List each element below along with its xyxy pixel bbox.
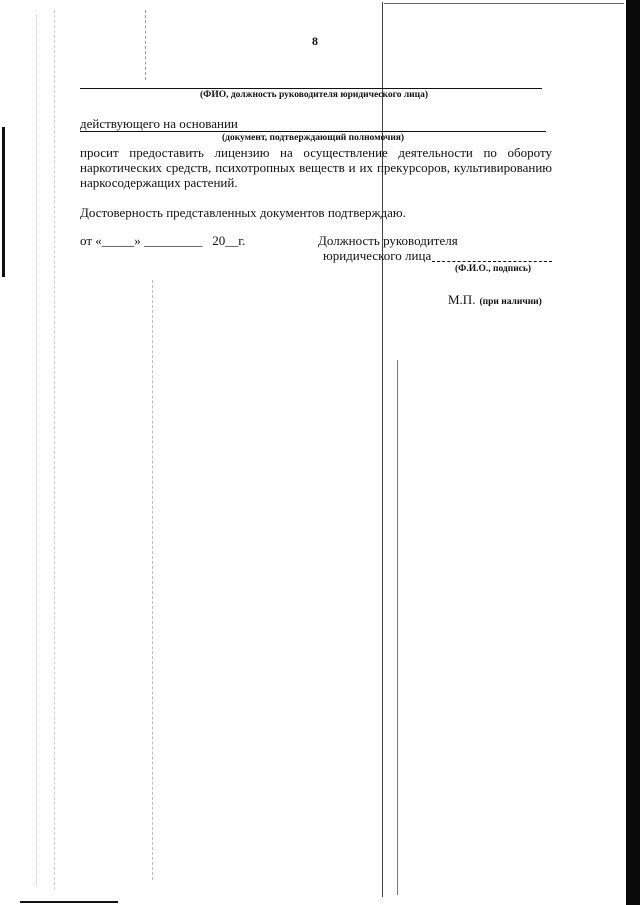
scan-noise-line: [36, 15, 38, 885]
scan-noise-line: [54, 10, 56, 890]
scan-bottom-mark: [20, 901, 118, 903]
basis-caption: (документ, подтверждающий полномочия): [222, 133, 405, 143]
request-line-1: просит предоставить лицензию на осуществление деятельности по обороту: [80, 145, 552, 160]
seal-label: М.П.: [448, 292, 476, 307]
signature-underline: [432, 261, 552, 263]
seal-note: (при наличии): [479, 297, 542, 307]
scan-fold-line-2: [397, 360, 398, 895]
request-line-2: наркотических средств, психотропных веществ и их прекурсоров, культивированию: [80, 160, 552, 175]
scan-noise-line: [152, 280, 154, 880]
signature-caption: (Ф.И.О., подпись): [455, 264, 532, 274]
basis-underline: [80, 131, 546, 132]
date-line: от «_____» _________ 20__г.: [80, 233, 246, 248]
page-number: 8: [312, 34, 318, 48]
signer-title-line-2: юридического лица: [323, 248, 432, 263]
scan-left-mark: [2, 127, 5, 277]
scan-edge-shadow: [626, 0, 640, 905]
fio-caption: (ФИО, должность руководителя юридического лица): [200, 90, 429, 100]
seal-block: [448, 291, 542, 309]
scan-top-line: [384, 3, 624, 4]
acting-basis-label: действующего на основании: [80, 116, 238, 131]
request-line-3: наркосодержащих растений.: [80, 175, 238, 190]
confirmation-text: Достоверность представленных документов подтверждаю.: [80, 205, 406, 220]
scan-noise-line: [145, 10, 147, 80]
fio-underline: [80, 88, 542, 89]
signer-title-line-1: Должность руководителя: [318, 233, 458, 248]
